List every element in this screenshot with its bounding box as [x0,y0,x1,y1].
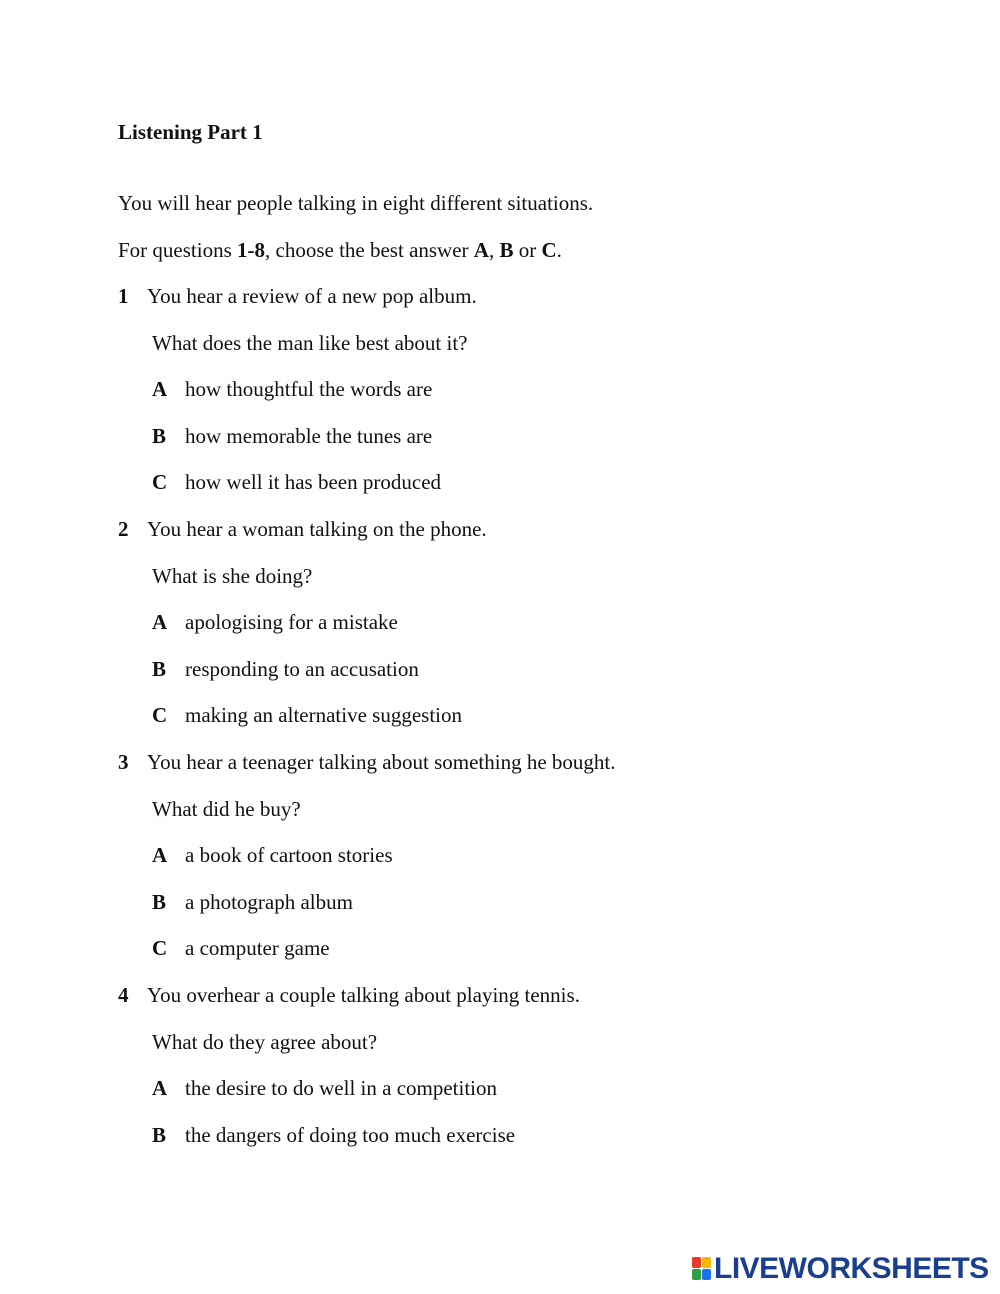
question-3-option-a[interactable] [152,843,393,867]
option-letter: A [152,377,168,401]
question-1-prompt: What does the man like best about it? [152,331,468,355]
question-2-option-b[interactable] [152,657,419,681]
question-3-situation [118,750,616,774]
question-3-option-b[interactable] [152,890,353,914]
question-4-option-a[interactable] [152,1076,497,1100]
option-text: how thoughtful the words are [185,377,433,401]
page-title: Listening Part 1 [118,120,263,144]
option-text: responding to an accusation [185,657,419,681]
option-letter: B [152,657,167,681]
instructions-range: 1-8 [237,238,266,262]
question-4-option-b[interactable] [152,1123,515,1147]
question-2-option-c[interactable] [152,703,462,727]
option-letter: B [152,1123,167,1147]
option-letter: C [152,470,168,494]
instructions-middle: , choose the best answer [265,238,474,262]
option-text: making an alternative suggestion [185,703,463,727]
question-number: 4 [118,983,129,1007]
question-1-option-b[interactable] [152,424,432,448]
option-text: the dangers of doing too much exercise [185,1123,516,1147]
instructions-end: . [556,238,562,262]
question-1-option-c[interactable] [152,470,441,494]
situation-text: You overhear a couple talking about playing tennis. [147,983,580,1007]
question-number: 2 [118,517,129,541]
instructions [118,238,562,262]
question-2-prompt: What is she doing? [152,564,313,588]
question-2-option-a[interactable] [152,610,398,634]
option-text: apologising for a mistake [185,610,398,634]
instructions-prefix: For questions [118,238,238,262]
question-1-option-a[interactable] [152,377,432,401]
option-letter: A [152,843,168,867]
question-number: 1 [118,284,129,308]
option-text: a photograph album [185,890,353,914]
option-text: a book of cartoon stories [185,843,393,867]
option-letter: A [152,610,168,634]
instructions-or: or [513,238,542,262]
situation-text: You hear a teenager talking about something he bought. [147,750,616,774]
instructions-comma: , [488,238,500,262]
liveworksheets-logo[interactable] [692,1253,989,1285]
situation-text: You hear a review of a new pop album. [147,284,477,308]
option-letter: B [152,890,167,914]
option-text: how memorable the tunes are [185,424,433,448]
option-text: a computer game [185,936,330,960]
liveworksheets-logo-icon [692,1257,712,1281]
instructions-c: C [541,238,557,262]
option-letter: C [152,936,168,960]
instructions-b: B [499,238,514,262]
question-2-situation [118,517,487,541]
option-letter: B [152,424,167,448]
option-letter: C [152,703,168,727]
logo-text: LIVEWORKSHEETS [714,1252,989,1285]
intro-text: You will hear people talking in eight different situations. [118,191,594,215]
question-1-situation [118,284,477,308]
option-letter: A [152,1076,168,1100]
question-3-option-c[interactable] [152,936,330,960]
instructions-a: A [473,238,489,262]
question-4-situation [118,983,580,1007]
option-text: how well it has been produced [185,470,442,494]
situation-text: You hear a woman talking on the phone. [147,517,487,541]
question-4-prompt: What do they agree about? [152,1030,378,1054]
question-number: 3 [118,750,129,774]
question-3-prompt: What did he buy? [152,797,301,821]
option-text: the desire to do well in a competition [185,1076,498,1100]
